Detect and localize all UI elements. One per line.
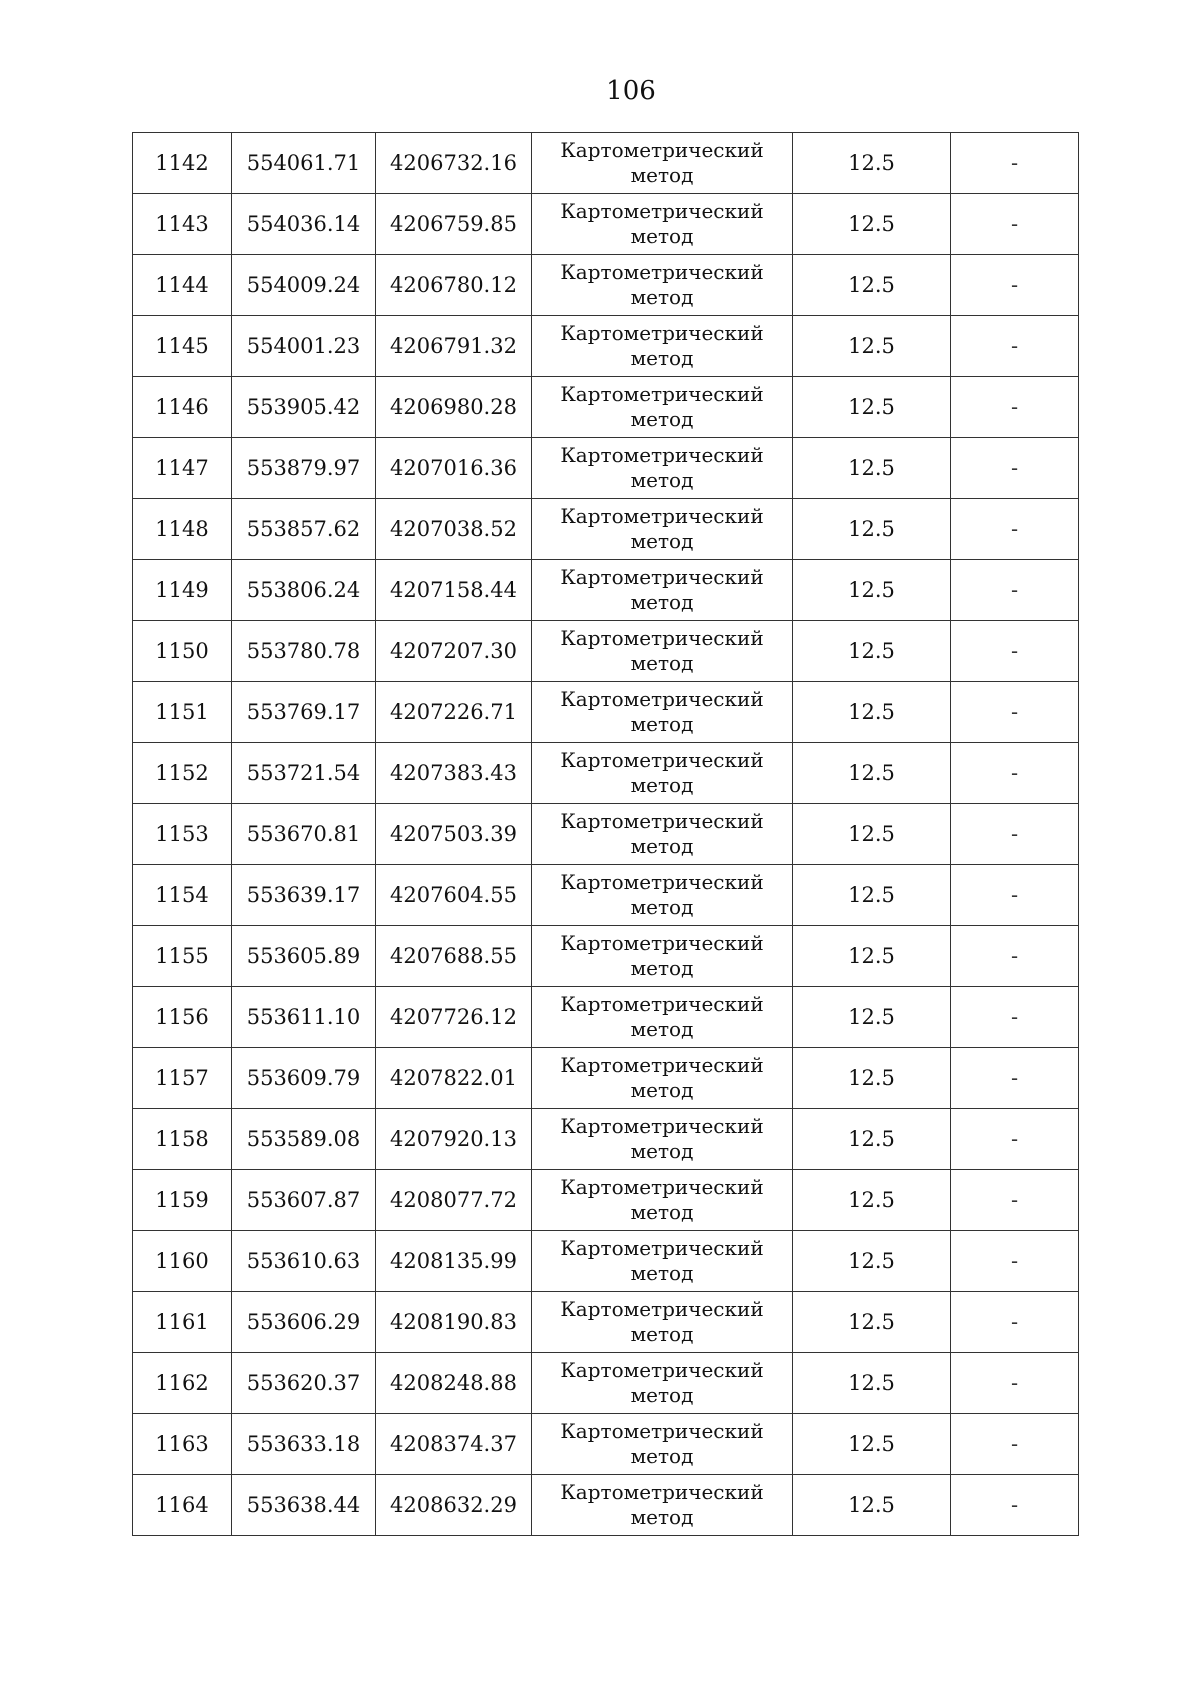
x-coordinate-cell: 554001.23	[232, 316, 376, 377]
point-number-cell: 1148	[133, 499, 232, 560]
point-number-cell: 1145	[133, 316, 232, 377]
accuracy-cell: 12.5	[793, 194, 951, 255]
table-row	[133, 133, 1079, 194]
y-coordinate-cell: 4208190.83	[376, 1292, 532, 1353]
method-line-1: Картометрический	[560, 504, 764, 528]
note-cell: -	[951, 804, 1079, 865]
accuracy-cell: 12.5	[793, 926, 951, 987]
y-coordinate-cell: 4208248.88	[376, 1353, 532, 1414]
method-cell	[532, 621, 793, 682]
note-cell: -	[951, 1292, 1079, 1353]
note-cell: -	[951, 682, 1079, 743]
y-coordinate-cell: 4207604.55	[376, 865, 532, 926]
y-coordinate-cell: 4207503.39	[376, 804, 532, 865]
note-cell: -	[951, 438, 1079, 499]
note-cell: -	[951, 377, 1079, 438]
method-line-2: метод	[630, 956, 694, 980]
table-row	[133, 1475, 1079, 1536]
table-row	[133, 865, 1079, 926]
method-line-1: Картометрический	[560, 260, 764, 284]
note-cell: -	[951, 1475, 1079, 1536]
method-line-2: метод	[630, 590, 694, 614]
table-body	[133, 133, 1079, 1536]
method-line-1: Картометрический	[560, 138, 764, 162]
x-coordinate-cell: 553638.44	[232, 1475, 376, 1536]
point-number-cell: 1151	[133, 682, 232, 743]
method-line-2: метод	[630, 834, 694, 858]
method-cell	[532, 1353, 793, 1414]
method-cell	[532, 865, 793, 926]
method-cell	[532, 987, 793, 1048]
table-row	[133, 316, 1079, 377]
method-line-1: Картометрический	[560, 1358, 764, 1382]
note-cell: -	[951, 499, 1079, 560]
table-row	[133, 1414, 1079, 1475]
point-number-cell: 1143	[133, 194, 232, 255]
table-row	[133, 438, 1079, 499]
note-cell: -	[951, 560, 1079, 621]
x-coordinate-cell: 553611.10	[232, 987, 376, 1048]
x-coordinate-cell: 553639.17	[232, 865, 376, 926]
method-cell	[532, 682, 793, 743]
method-cell	[532, 499, 793, 560]
accuracy-cell: 12.5	[793, 1231, 951, 1292]
method-line-2: метод	[630, 224, 694, 248]
method-line-2: метод	[630, 163, 694, 187]
method-cell	[532, 438, 793, 499]
method-cell	[532, 1048, 793, 1109]
method-line-2: метод	[630, 468, 694, 492]
y-coordinate-cell: 4206732.16	[376, 133, 532, 194]
accuracy-cell: 12.5	[793, 1109, 951, 1170]
method-line-2: метод	[630, 346, 694, 370]
point-number-cell: 1150	[133, 621, 232, 682]
method-line-1: Картометрический	[560, 992, 764, 1016]
method-cell	[532, 926, 793, 987]
table-row	[133, 743, 1079, 804]
y-coordinate-cell: 4207688.55	[376, 926, 532, 987]
accuracy-cell: 12.5	[793, 743, 951, 804]
table-row	[133, 499, 1079, 560]
x-coordinate-cell: 553606.29	[232, 1292, 376, 1353]
method-line-2: метод	[630, 1322, 694, 1346]
x-coordinate-cell: 554061.71	[232, 133, 376, 194]
method-line-2: метод	[630, 1505, 694, 1529]
method-line-1: Картометрический	[560, 1480, 764, 1504]
y-coordinate-cell: 4208374.37	[376, 1414, 532, 1475]
x-coordinate-cell: 553620.37	[232, 1353, 376, 1414]
x-coordinate-cell: 553769.17	[232, 682, 376, 743]
method-line-2: метод	[630, 407, 694, 431]
x-coordinate-cell: 553780.78	[232, 621, 376, 682]
y-coordinate-cell: 4206791.32	[376, 316, 532, 377]
table-row	[133, 1353, 1079, 1414]
point-number-cell: 1162	[133, 1353, 232, 1414]
x-coordinate-cell: 553607.87	[232, 1170, 376, 1231]
point-number-cell: 1161	[133, 1292, 232, 1353]
point-number-cell: 1157	[133, 1048, 232, 1109]
method-cell	[532, 377, 793, 438]
table-row	[133, 377, 1079, 438]
note-cell: -	[951, 1048, 1079, 1109]
table-row	[133, 1231, 1079, 1292]
y-coordinate-cell: 4207226.71	[376, 682, 532, 743]
page-number: 106	[606, 76, 656, 106]
note-cell: -	[951, 743, 1079, 804]
method-cell	[532, 743, 793, 804]
point-number-cell: 1144	[133, 255, 232, 316]
y-coordinate-cell: 4208077.72	[376, 1170, 532, 1231]
table-row	[133, 1170, 1079, 1231]
x-coordinate-cell: 553721.54	[232, 743, 376, 804]
accuracy-cell: 12.5	[793, 804, 951, 865]
accuracy-cell: 12.5	[793, 316, 951, 377]
note-cell: -	[951, 926, 1079, 987]
method-cell	[532, 1292, 793, 1353]
point-number-cell: 1159	[133, 1170, 232, 1231]
y-coordinate-cell: 4208135.99	[376, 1231, 532, 1292]
method-line-2: метод	[630, 1078, 694, 1102]
method-line-1: Картометрический	[560, 1175, 764, 1199]
y-coordinate-cell: 4207038.52	[376, 499, 532, 560]
accuracy-cell: 12.5	[793, 255, 951, 316]
x-coordinate-cell: 554036.14	[232, 194, 376, 255]
point-number-cell: 1152	[133, 743, 232, 804]
method-line-1: Картометрический	[560, 1419, 764, 1443]
method-cell	[532, 316, 793, 377]
x-coordinate-cell: 553857.62	[232, 499, 376, 560]
x-coordinate-cell: 553605.89	[232, 926, 376, 987]
note-cell: -	[951, 316, 1079, 377]
method-line-1: Картометрический	[560, 1236, 764, 1260]
note-cell: -	[951, 1170, 1079, 1231]
y-coordinate-cell: 4206980.28	[376, 377, 532, 438]
method-line-2: метод	[630, 773, 694, 797]
accuracy-cell: 12.5	[793, 1292, 951, 1353]
method-line-1: Картометрический	[560, 565, 764, 589]
method-line-1: Картометрический	[560, 382, 764, 406]
method-line-2: метод	[630, 1261, 694, 1285]
note-cell: -	[951, 1353, 1079, 1414]
method-line-1: Картометрический	[560, 321, 764, 345]
note-cell: -	[951, 865, 1079, 926]
method-line-1: Картометрический	[560, 199, 764, 223]
x-coordinate-cell: 553610.63	[232, 1231, 376, 1292]
x-coordinate-cell: 553609.79	[232, 1048, 376, 1109]
method-line-2: метод	[630, 285, 694, 309]
point-number-cell: 1164	[133, 1475, 232, 1536]
point-number-cell: 1163	[133, 1414, 232, 1475]
table-row	[133, 804, 1079, 865]
accuracy-cell: 12.5	[793, 682, 951, 743]
x-coordinate-cell: 553670.81	[232, 804, 376, 865]
accuracy-cell: 12.5	[793, 987, 951, 1048]
method-line-2: метод	[630, 1017, 694, 1041]
accuracy-cell: 12.5	[793, 1414, 951, 1475]
point-number-cell: 1147	[133, 438, 232, 499]
note-cell: -	[951, 987, 1079, 1048]
table-row	[133, 560, 1079, 621]
method-cell	[532, 1414, 793, 1475]
table-row	[133, 194, 1079, 255]
method-line-2: метод	[630, 1139, 694, 1163]
y-coordinate-cell: 4206780.12	[376, 255, 532, 316]
note-cell: -	[951, 1414, 1079, 1475]
accuracy-cell: 12.5	[793, 499, 951, 560]
x-coordinate-cell: 553905.42	[232, 377, 376, 438]
accuracy-cell: 12.5	[793, 133, 951, 194]
y-coordinate-cell: 4207158.44	[376, 560, 532, 621]
point-number-cell: 1154	[133, 865, 232, 926]
y-coordinate-cell: 4208632.29	[376, 1475, 532, 1536]
method-cell	[532, 1170, 793, 1231]
method-line-1: Картометрический	[560, 1297, 764, 1321]
method-line-2: метод	[630, 712, 694, 736]
point-number-cell: 1158	[133, 1109, 232, 1170]
accuracy-cell: 12.5	[793, 865, 951, 926]
method-line-2: метод	[630, 895, 694, 919]
method-cell	[532, 133, 793, 194]
y-coordinate-cell: 4206759.85	[376, 194, 532, 255]
method-line-2: метод	[630, 651, 694, 675]
y-coordinate-cell: 4207016.36	[376, 438, 532, 499]
y-coordinate-cell: 4207822.01	[376, 1048, 532, 1109]
point-number-cell: 1156	[133, 987, 232, 1048]
accuracy-cell: 12.5	[793, 621, 951, 682]
x-coordinate-cell: 553806.24	[232, 560, 376, 621]
point-number-cell: 1142	[133, 133, 232, 194]
method-line-1: Картометрический	[560, 687, 764, 711]
method-line-1: Картометрический	[560, 1053, 764, 1077]
method-line-1: Картометрический	[560, 931, 764, 955]
table-row	[133, 1048, 1079, 1109]
method-cell	[532, 255, 793, 316]
note-cell: -	[951, 1109, 1079, 1170]
table-row	[133, 1109, 1079, 1170]
table-row	[133, 926, 1079, 987]
x-coordinate-cell: 554009.24	[232, 255, 376, 316]
method-cell	[532, 1231, 793, 1292]
method-cell	[532, 1475, 793, 1536]
y-coordinate-cell: 4207207.30	[376, 621, 532, 682]
method-line-1: Картометрический	[560, 809, 764, 833]
method-line-2: метод	[630, 529, 694, 553]
note-cell: -	[951, 133, 1079, 194]
method-line-1: Картометрический	[560, 748, 764, 772]
y-coordinate-cell: 4207383.43	[376, 743, 532, 804]
method-cell	[532, 1109, 793, 1170]
table-row	[133, 682, 1079, 743]
accuracy-cell: 12.5	[793, 438, 951, 499]
method-line-2: метод	[630, 1444, 694, 1468]
point-number-cell: 1149	[133, 560, 232, 621]
method-line-1: Картометрический	[560, 1114, 764, 1138]
accuracy-cell: 12.5	[793, 1353, 951, 1414]
method-cell	[532, 194, 793, 255]
y-coordinate-cell: 4207726.12	[376, 987, 532, 1048]
point-number-cell: 1146	[133, 377, 232, 438]
x-coordinate-cell: 553633.18	[232, 1414, 376, 1475]
point-number-cell: 1160	[133, 1231, 232, 1292]
point-number-cell: 1155	[133, 926, 232, 987]
method-line-1: Картометрический	[560, 626, 764, 650]
table-row	[133, 1292, 1079, 1353]
method-line-2: метод	[630, 1383, 694, 1407]
table-row	[133, 255, 1079, 316]
method-line-2: метод	[630, 1200, 694, 1224]
method-line-1: Картометрический	[560, 443, 764, 467]
x-coordinate-cell: 553589.08	[232, 1109, 376, 1170]
method-line-1: Картометрический	[560, 870, 764, 894]
method-cell	[532, 560, 793, 621]
method-cell	[532, 804, 793, 865]
table-row	[133, 987, 1079, 1048]
accuracy-cell: 12.5	[793, 560, 951, 621]
accuracy-cell: 12.5	[793, 1475, 951, 1536]
coordinates-table	[132, 132, 1079, 1536]
table-row	[133, 621, 1079, 682]
point-number-cell: 1153	[133, 804, 232, 865]
x-coordinate-cell: 553879.97	[232, 438, 376, 499]
accuracy-cell: 12.5	[793, 1170, 951, 1231]
y-coordinate-cell: 4207920.13	[376, 1109, 532, 1170]
note-cell: -	[951, 1231, 1079, 1292]
accuracy-cell: 12.5	[793, 1048, 951, 1109]
accuracy-cell: 12.5	[793, 377, 951, 438]
note-cell: -	[951, 255, 1079, 316]
note-cell: -	[951, 194, 1079, 255]
note-cell: -	[951, 621, 1079, 682]
